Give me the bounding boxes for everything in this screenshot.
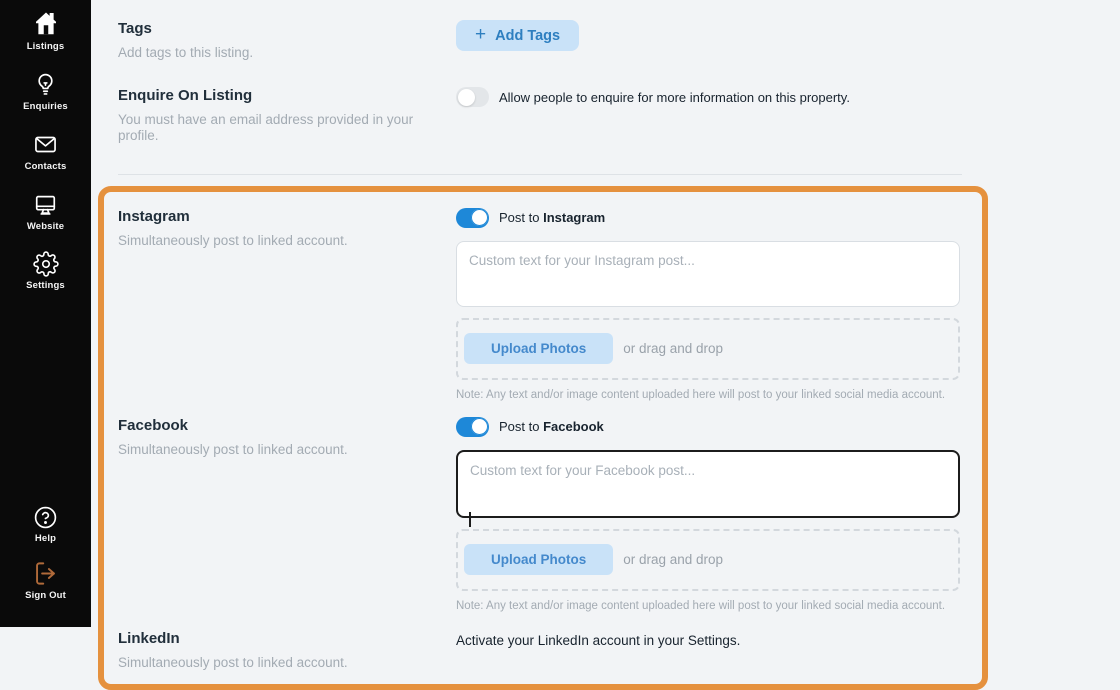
sidebar-item-label: Sign Out <box>25 590 66 601</box>
house-icon <box>31 8 61 38</box>
add-tags-button-label: Add Tags <box>495 27 561 44</box>
facebook-post-textarea[interactable] <box>456 450 960 518</box>
sidebar-item-listings[interactable] <box>27 8 65 52</box>
facebook-toggle-label: Post to Facebook <box>499 419 604 435</box>
drag-drop-label: or drag and drop <box>623 341 724 357</box>
sidebar-item-settings[interactable] <box>26 251 65 291</box>
instagram-section <box>118 208 982 401</box>
facebook-title: Facebook <box>118 416 189 434</box>
sidebar-item-label: Settings <box>26 280 65 291</box>
tags-title: Tags <box>118 20 152 37</box>
lightbulb-icon <box>32 71 59 98</box>
instagram-upload-photos-button[interactable]: Upload Photos <box>464 333 613 364</box>
instagram-note: Note: Any text and/or image content uploaded here will post to your linked social media account. <box>456 388 946 401</box>
sidebar-item-help[interactable] <box>33 505 58 544</box>
toggle-knob <box>471 209 488 226</box>
sidebar-footer <box>25 505 66 627</box>
sidebar-item-label: Enquiries <box>23 101 68 112</box>
envelope-icon <box>32 131 59 158</box>
linkedin-subtitle: Simultaneously post to linked account. <box>118 654 348 670</box>
enquire-row <box>118 87 1120 144</box>
facebook-upload-photos-button[interactable]: Upload Photos <box>464 544 613 575</box>
text-cursor <box>469 512 471 527</box>
toggle-knob <box>458 89 475 106</box>
facebook-subtitle: Simultaneously post to linked account. <box>118 441 348 457</box>
tags-row <box>118 20 1120 61</box>
sidebar-item-website[interactable] <box>27 191 64 232</box>
sidebar-item-label: Listings <box>26 41 65 52</box>
instagram-title: Instagram <box>118 207 190 225</box>
plus-icon: + <box>475 24 487 45</box>
question-circle-icon <box>33 505 58 530</box>
sidebar-item-enquiries[interactable] <box>23 71 68 112</box>
tags-subtitle: Add tags to this listing. <box>118 45 254 60</box>
enquire-title: Enquire On Listing <box>118 87 253 105</box>
instagram-upload-dropzone[interactable] <box>456 318 960 380</box>
sidebar <box>0 0 91 627</box>
main-content <box>91 0 1120 670</box>
gear-icon <box>33 251 59 277</box>
sidebar-item-label: Website <box>26 221 65 232</box>
drag-drop-label: or drag and drop <box>623 552 724 568</box>
facebook-toggle[interactable] <box>456 417 489 437</box>
monitor-icon <box>32 191 59 218</box>
facebook-section <box>118 417 982 612</box>
instagram-toggle-label: Post to Instagram <box>499 210 606 226</box>
enquire-toggle[interactable] <box>456 87 489 107</box>
facebook-note: Note: Any text and/or image content uploaded here will post to your linked social media account. <box>456 599 946 612</box>
sidebar-item-signout[interactable] <box>25 560 66 601</box>
enquire-toggle-label: Allow people to enquire for more information on this property. <box>499 89 850 105</box>
toggle-knob <box>471 418 488 435</box>
logout-icon <box>32 560 59 587</box>
instagram-toggle[interactable] <box>456 208 489 228</box>
instagram-subtitle: Simultaneously post to linked account. <box>118 232 348 248</box>
sidebar-item-label: Contacts <box>24 161 67 172</box>
facebook-upload-dropzone[interactable] <box>456 529 960 591</box>
linkedin-activate-text: Activate your LinkedIn account in your Settings. <box>456 632 741 648</box>
sidebar-item-label: Help <box>34 533 57 544</box>
linkedin-title: LinkedIn <box>118 629 180 647</box>
social-highlight-box <box>98 186 988 690</box>
section-divider <box>118 174 962 175</box>
add-tags-button[interactable] <box>456 20 579 51</box>
sidebar-item-contacts[interactable] <box>25 131 67 172</box>
instagram-post-textarea[interactable] <box>456 241 960 307</box>
linkedin-section <box>118 630 982 671</box>
enquire-subtitle: You must have an email address provided in your profile. <box>118 112 414 144</box>
